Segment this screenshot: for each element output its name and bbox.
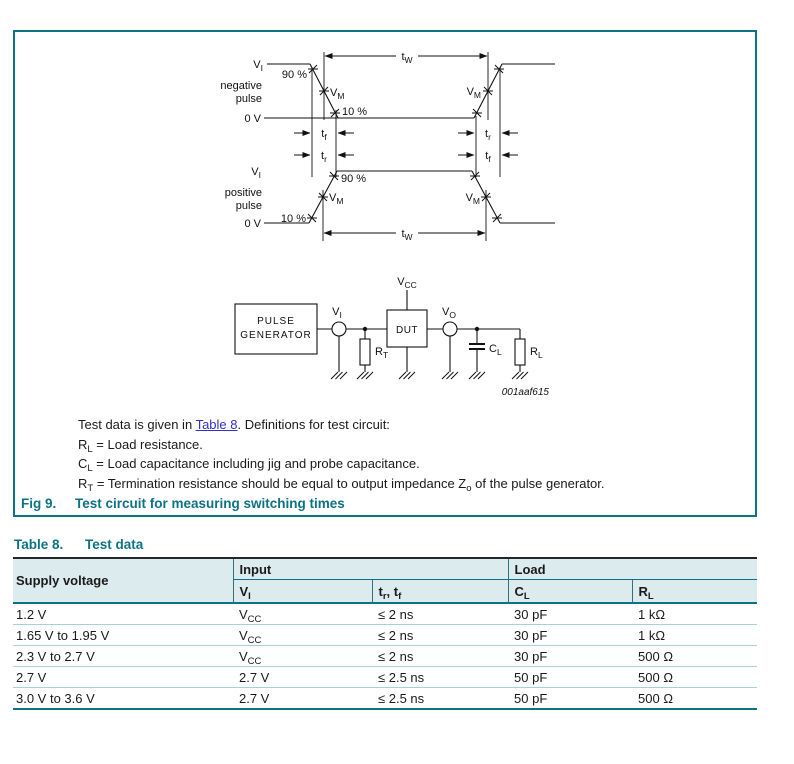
cell-vi-base: V: [239, 648, 248, 664]
rt-definition-2: of the pulse generator.: [471, 475, 605, 491]
vm-pos-left: $V_M$: [329, 192, 344, 206]
table-header: [13, 558, 757, 603]
cell-rl: 500 Ω: [632, 667, 757, 688]
pulse-generator-label: PULSE: [257, 316, 295, 327]
positive-pulse-waveform: [264, 171, 555, 223]
negative-pulse-waveform: [264, 64, 555, 118]
cell-supply: 2.7 V: [13, 667, 233, 688]
table-row: [13, 625, 757, 646]
zero-v-neg: 0 V: [244, 113, 261, 125]
cell-cl: 50 pF: [508, 688, 632, 710]
rl-symbol: R: [78, 436, 88, 452]
cell-cl: 30 pF: [508, 646, 632, 667]
figure-caption-text: Test circuit for measuring switching times: [75, 496, 345, 511]
tw-label-top: $t_W$: [401, 51, 413, 65]
tw-label-bottom: $t_W$: [401, 228, 413, 242]
header-t2: t: [393, 583, 399, 599]
zo-sub: o: [466, 482, 472, 494]
vm-neg-left: $V_M$: [330, 87, 345, 101]
table-row: [13, 603, 757, 625]
cell-rl: 1 kΩ: [632, 625, 757, 646]
table-number: Table 8.: [14, 537, 64, 552]
cell-vi-sub: CC: [247, 655, 262, 667]
header-rl-base: R: [638, 583, 648, 599]
header-cl-sub: L: [523, 590, 530, 602]
pulse-generator-box: [235, 304, 317, 354]
tr-row2: $t_r$: [321, 150, 327, 164]
header-vi: [233, 580, 372, 604]
cell-supply: 2.3 V to 2.7 V: [13, 646, 233, 667]
vi-label-neg: $V_I$: [253, 59, 263, 73]
cell-supply: 3.0 V to 3.6 V: [13, 688, 233, 710]
cl-label: $C_L$: [489, 343, 502, 357]
header-rl-sub: L: [647, 590, 654, 602]
header-s2: f: [398, 590, 402, 602]
zero-v-pos: 0 V: [244, 218, 261, 230]
cl-symbol: C: [78, 456, 88, 471]
cell-vi-sub: CC: [247, 613, 262, 625]
vi-probe-label: $V_I$: [332, 306, 342, 320]
pct10-neg: 10 %: [342, 106, 368, 118]
cell-supply: 1.2 V: [16, 606, 47, 622]
rl-symbol-sub: L: [87, 443, 93, 455]
cell-vi-base: V: [239, 606, 248, 622]
table-row: [13, 667, 757, 688]
header-load: Load: [508, 558, 757, 580]
header-t1: t: [378, 583, 383, 599]
cell-cl: 30 pF: [514, 606, 548, 622]
header-cl-base: C: [514, 583, 524, 599]
cell-rl: 1 kΩ: [638, 606, 666, 622]
cell-rl: 500 Ω: [632, 688, 757, 710]
vcc-label: $V_{CC}$: [397, 276, 417, 290]
negative-pulse-label: negative: [220, 80, 262, 92]
figure-9-frame: [13, 30, 757, 517]
cell-trf: ≤ 2.5 ns: [372, 688, 508, 710]
rl-label: $R_L$: [530, 346, 543, 360]
header-rl: [632, 580, 757, 604]
cell-vi-base: V: [239, 627, 248, 643]
cell-cl: 50 pF: [508, 667, 632, 688]
note-intro: [78, 415, 605, 435]
header-supply-voltage: Supply voltage: [13, 558, 233, 603]
positive-pulse-label2: pulse: [235, 200, 262, 212]
cl-definition: = Load capacitance including jig and probe capacitance.: [92, 456, 420, 471]
test-data-table: [13, 557, 757, 710]
rt-symbol-sub: T: [87, 482, 94, 494]
figure-notes: [78, 415, 605, 493]
cell-vi: [233, 603, 372, 625]
vm-pos-right: $V_M$: [465, 192, 480, 206]
rl-definition: = Load resistance.: [92, 436, 203, 452]
switching-waveforms-and-test-circuit: [15, 32, 759, 415]
cell-vi: [233, 625, 372, 646]
figure-number: Fig 9.: [21, 496, 57, 511]
vo-probe: [443, 322, 457, 336]
rt-definition-1: = Termination resistance should be equal to output impedance Z: [93, 475, 467, 491]
cell-vi: [233, 667, 372, 688]
cell-cl: 30 pF: [508, 625, 632, 646]
header-vi-sub: I: [248, 590, 251, 602]
header-tr-tf: [372, 580, 508, 604]
table-body: [13, 603, 757, 709]
cell-vi: [233, 646, 372, 667]
rl-resistor: [515, 339, 525, 365]
cell-trf: ≤ 2.5 ns: [372, 667, 508, 688]
cell-rl: 500 Ω: [632, 646, 757, 667]
dimension-arrows: [294, 56, 518, 233]
positive-pulse-label: positive: [224, 187, 262, 199]
measurement-guides: [312, 52, 500, 241]
tf-row2: $t_f$: [485, 150, 491, 164]
rt-label: $R_T$: [375, 346, 389, 360]
pulse-generator-label2: GENERATOR: [240, 330, 312, 341]
ground-symbols: [331, 372, 528, 379]
cell-trf: ≤ 2 ns: [378, 606, 414, 622]
dut-label: DUT: [395, 325, 419, 336]
vi-probe: [332, 322, 346, 336]
vm-neg-right: $V_M$: [466, 86, 481, 100]
header-vi-base: V: [239, 583, 249, 599]
note-intro-post: . Definitions for test circuit:: [237, 417, 390, 432]
figure-watermark: 001aaf615: [501, 387, 549, 398]
cell-vi-base: 2.7 V: [239, 690, 270, 706]
rt-symbol: R: [78, 475, 88, 491]
note-rl: [78, 435, 605, 455]
negative-pulse-label2: pulse: [235, 93, 262, 105]
vo-probe-label: $V_O$: [442, 306, 456, 320]
vi-label-pos: $V_I$: [251, 166, 261, 180]
cell-supply: 1.65 V to 1.95 V: [13, 625, 233, 646]
cell-trf: ≤ 2 ns: [372, 625, 508, 646]
table-8-link[interactable]: Table 8: [195, 417, 238, 432]
header-input: Input: [233, 558, 508, 580]
rt-resistor: [360, 339, 370, 365]
table-row: [13, 688, 757, 710]
note-intro-pre: Test data is given in: [78, 417, 196, 432]
header-s1: r: [382, 590, 387, 602]
tr-row1: $t_r$: [485, 128, 491, 142]
table-row: [13, 646, 757, 667]
note-cl: [78, 454, 605, 474]
pct90-neg: 90 %: [281, 69, 307, 81]
note-rt: [78, 474, 605, 494]
pct10-pos: 10 %: [280, 213, 306, 225]
cell-vi-sub: CC: [247, 634, 262, 646]
pct90-pos: 90 %: [341, 173, 367, 185]
cell-vi-base: 2.7 V: [239, 669, 270, 685]
cell-vi: [233, 688, 372, 710]
cl-symbol-sub: L: [87, 463, 93, 474]
header-cl: [508, 580, 632, 604]
table-title-text: Test data: [85, 537, 144, 552]
cell-trf: ≤ 2 ns: [372, 646, 508, 667]
table-title: [14, 537, 143, 552]
tf-row1: $t_f$: [321, 128, 327, 142]
header-comma: ,: [386, 583, 394, 599]
figure-caption: [21, 496, 345, 511]
